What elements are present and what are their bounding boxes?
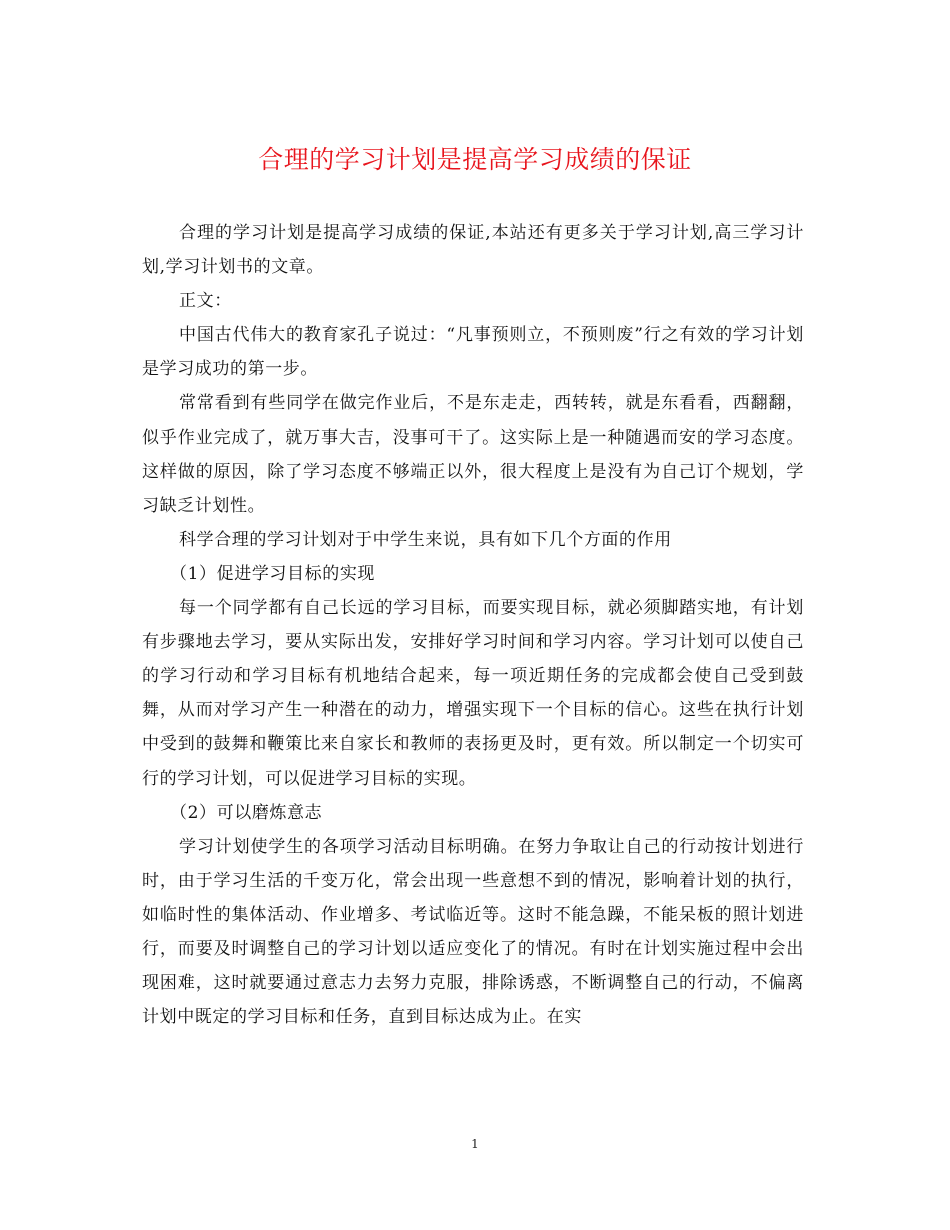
intro-paragraph: 合理的学习计划是提高学习成绩的保证,本站还有更多关于学习计划,高三学习计划,学习计划书的文章。 [142,223,804,278]
document-title: 合理的学习计划是提高学习成绩的保证 [258,145,692,174]
page-number: 1 [471,1137,479,1151]
functions-intro-paragraph: 科学合理的学习计划对于中学生来说，具有如下几个方面的作用 [179,529,672,550]
body-label: 正文： [179,291,232,312]
willpower-paragraph: 学习计划使学生的各项学习活动目标明确。在努力争取让自己的行动按计划进行时，由于学习生活的千变万化，常会出现一些意想不到的情况，影响着计划的执行，如临时性的集体活动、作业增多、考试临近等。这时不能急躁，不能呆板的照计划进行，而要及时调整自己的学习计划以适应变化了的情况。有时在计划实施过程中会出现困难，这时就要通过意志力去努力克服，排除诱惑，不断调整自己的行动，不偏离计划中既定的学习目标和任务，直到目标达成为止。在实 [142,836,804,1028]
goal-paragraph: 每一个同学都有自己长远的学习目标，而要实现目标，就必须脚踏实地，有计划有步骤地去学习，要从实际出发，安排好学习时间和学习内容。学习计划可以使自己的学习行动和学习目标有机地结合起来，每一项近期任务的完成都会使自己受到鼓舞，从而对学习产生一种潜在的动力，增强实现下一个目标的信心。这些在执行计划中受到的鼓舞和鞭策比来自家长和教师的表扬更及时，更有效。所以制定一个切实可行的学习计划，可以促进学习目标的实现。 [142,598,804,789]
confucius-paragraph: 中国古代伟大的教育家孔子说过：“凡事预则立，不预则废”行之有效的学习计划是学习成功的第一步。 [142,325,804,380]
section-heading-1: （1）促进学习目标的实现 [170,563,376,584]
section-heading-2: （2）可以磨炼意志 [170,802,323,823]
attitude-paragraph: 常常看到有些同学在做完作业后，不是东走走，西转转，就是东看看，西翻翻，似乎作业完成了，就万事大吉，没事可干了。这实际上是一种随遇而安的学习态度。这样做的原因，除了学习态度不够端正以外，很大程度上是没有为自己订个规划，学习缺乏计划性。 [142,393,804,516]
document-body [142,216,804,1034]
